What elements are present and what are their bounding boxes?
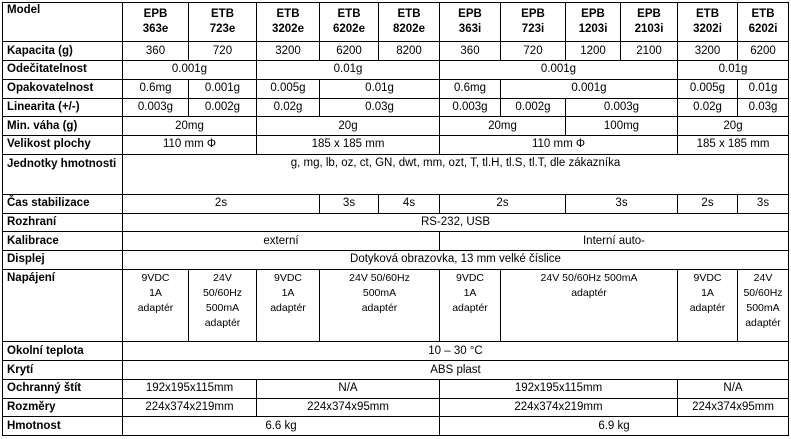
row-kapacita [3,42,789,61]
cell: 24V 50/60Hz 500mA adaptér [738,269,789,342]
cell: 6200 [320,42,379,61]
cell: 0.001g [123,61,257,80]
cell: 3200 [257,42,320,61]
cell: 3200 [678,42,738,61]
cell: 4s [379,195,440,214]
cell: 0.01g [678,61,789,80]
cell: 0.6mg [123,79,189,98]
row-kalibrace [3,232,789,251]
row-label: Krytí [3,361,123,380]
cell: 2100 [621,42,678,61]
model-header: EPB 363e [123,3,189,42]
row-min-vaha [3,117,789,136]
row-rozhrani [3,213,789,232]
row-label: Kalibrace [3,232,123,251]
model-header: ETB 723e [189,3,257,42]
cell: 0.01g [738,79,789,98]
cell: 0.001g [189,79,257,98]
cell: 0.001g [440,61,678,80]
row-label: Model [3,3,123,42]
cell: 3s [320,195,379,214]
row-label: Napájení [3,269,123,342]
row-label: Min. váha (g) [3,117,123,136]
row-label: Jednotky hmotnosti [3,154,123,194]
cell: 185 x 185 mm [257,135,440,154]
cell: 224x374x95mm [678,398,789,417]
cell: 2s [678,195,738,214]
cell: Dotyková obrazovka, 13 mm velké číslice [123,251,789,270]
cell: ABS plast [123,361,789,380]
cell: N/A [678,379,789,398]
cell: g, mg, lb, oz, ct, GN, dwt, mm, ozt, T, tl.H, tl.S, tl.T, dle zákazníka [123,154,789,194]
cell: 224x374x95mm [257,398,440,417]
model-header: ETB 6202e [320,3,379,42]
cell: 0.01g [257,61,440,80]
row-label: Okolní teplota [3,342,123,361]
cell: 9VDC 1A adaptér [440,269,501,342]
cell: 0.003g [123,98,189,117]
cell: N/A [257,379,440,398]
row-label: Hmotnost [3,417,123,436]
row-label: Ochranný štít [3,379,123,398]
row-label: Odečitatelnost [3,61,123,80]
cell: 24V 50/60Hz 500mA adaptér [189,269,257,342]
row-hmotnost [3,417,789,436]
cell: 3s [738,195,789,214]
cell: externí [123,232,440,251]
cell: 0.001g [501,79,678,98]
cell: 0.01g [320,79,440,98]
cell: 192x195x115mm [440,379,678,398]
cell: 720 [501,42,566,61]
row-label: Čas stabilizace [3,195,123,214]
cell: 185 x 185 mm [678,135,789,154]
cell: 0.005g [257,79,320,98]
row-rozmery [3,398,789,417]
row-napajeni [3,269,789,342]
model-header: ETB 6202i [738,3,789,42]
cell: 9VDC 1A adaptér [257,269,320,342]
spec-table [2,2,789,436]
cell: 720 [189,42,257,61]
row-label: Opakovatelnost [3,79,123,98]
row-jednotky [3,154,789,194]
row-odecitatelnost [3,61,789,80]
cell: 3s [566,195,678,214]
row-displej [3,251,789,270]
model-header: EPB 363i [440,3,501,42]
cell: 192x195x115mm [123,379,257,398]
model-header: EPB 1203i [566,3,621,42]
cell: Interní auto- [440,232,789,251]
row-label: Kapacita (g) [3,42,123,61]
cell: 0.6mg [440,79,501,98]
row-label: Rozhraní [3,213,123,232]
cell: 0.03g [320,98,440,117]
row-linearita [3,98,789,117]
cell: 9VDC 1A adaptér [123,269,189,342]
cell: 224x374x219mm [440,398,678,417]
model-header: EPB 723i [501,3,566,42]
cell: 6.6 kg [123,417,440,436]
cell: 2s [440,195,566,214]
cell: 110 mm Φ [440,135,678,154]
cell: RS-232, USB [123,213,789,232]
cell: 20mg [123,117,257,136]
cell: 0.02g [257,98,320,117]
cell: 100mg [566,117,678,136]
cell: 6200 [738,42,789,61]
cell: 360 [123,42,189,61]
row-label: Velikost plochy [3,135,123,154]
cell: 24V 50/60Hz 500mA adaptér [501,269,678,342]
row-label: Rozměry [3,398,123,417]
row-stit [3,379,789,398]
cell: 1200 [566,42,621,61]
cell: 224x374x219mm [123,398,257,417]
cell: 10 – 30 °C [123,342,789,361]
model-header: ETB 8202e [379,3,440,42]
cell: 2s [123,195,320,214]
model-header: ETB 3202e [257,3,320,42]
cell: 6.9 kg [440,417,789,436]
row-opakovatelnost [3,79,789,98]
cell: 0.005g [678,79,738,98]
row-model [3,3,789,42]
row-label: Displej [3,251,123,270]
row-teplota [3,342,789,361]
cell: 8200 [379,42,440,61]
cell: 24V 50/60Hz 500mA adaptér [320,269,440,342]
cell: 9VDC 1A adaptér [678,269,738,342]
row-velikost [3,135,789,154]
cell: 0.002g [189,98,257,117]
cell: 0.03g [738,98,789,117]
row-kryti [3,361,789,380]
cell: 360 [440,42,501,61]
row-cas-stabilizace [3,195,789,214]
cell: 20mg [440,117,566,136]
model-header: EPB 2103i [621,3,678,42]
cell: 110 mm Φ [123,135,257,154]
cell: 0.002g [501,98,566,117]
cell: 0.003g [440,98,501,117]
cell: 0.02g [678,98,738,117]
model-header: ETB 3202i [678,3,738,42]
cell: 20g [257,117,440,136]
cell: 20g [678,117,789,136]
cell: 0.003g [566,98,678,117]
row-label: Linearita (+/-) [3,98,123,117]
